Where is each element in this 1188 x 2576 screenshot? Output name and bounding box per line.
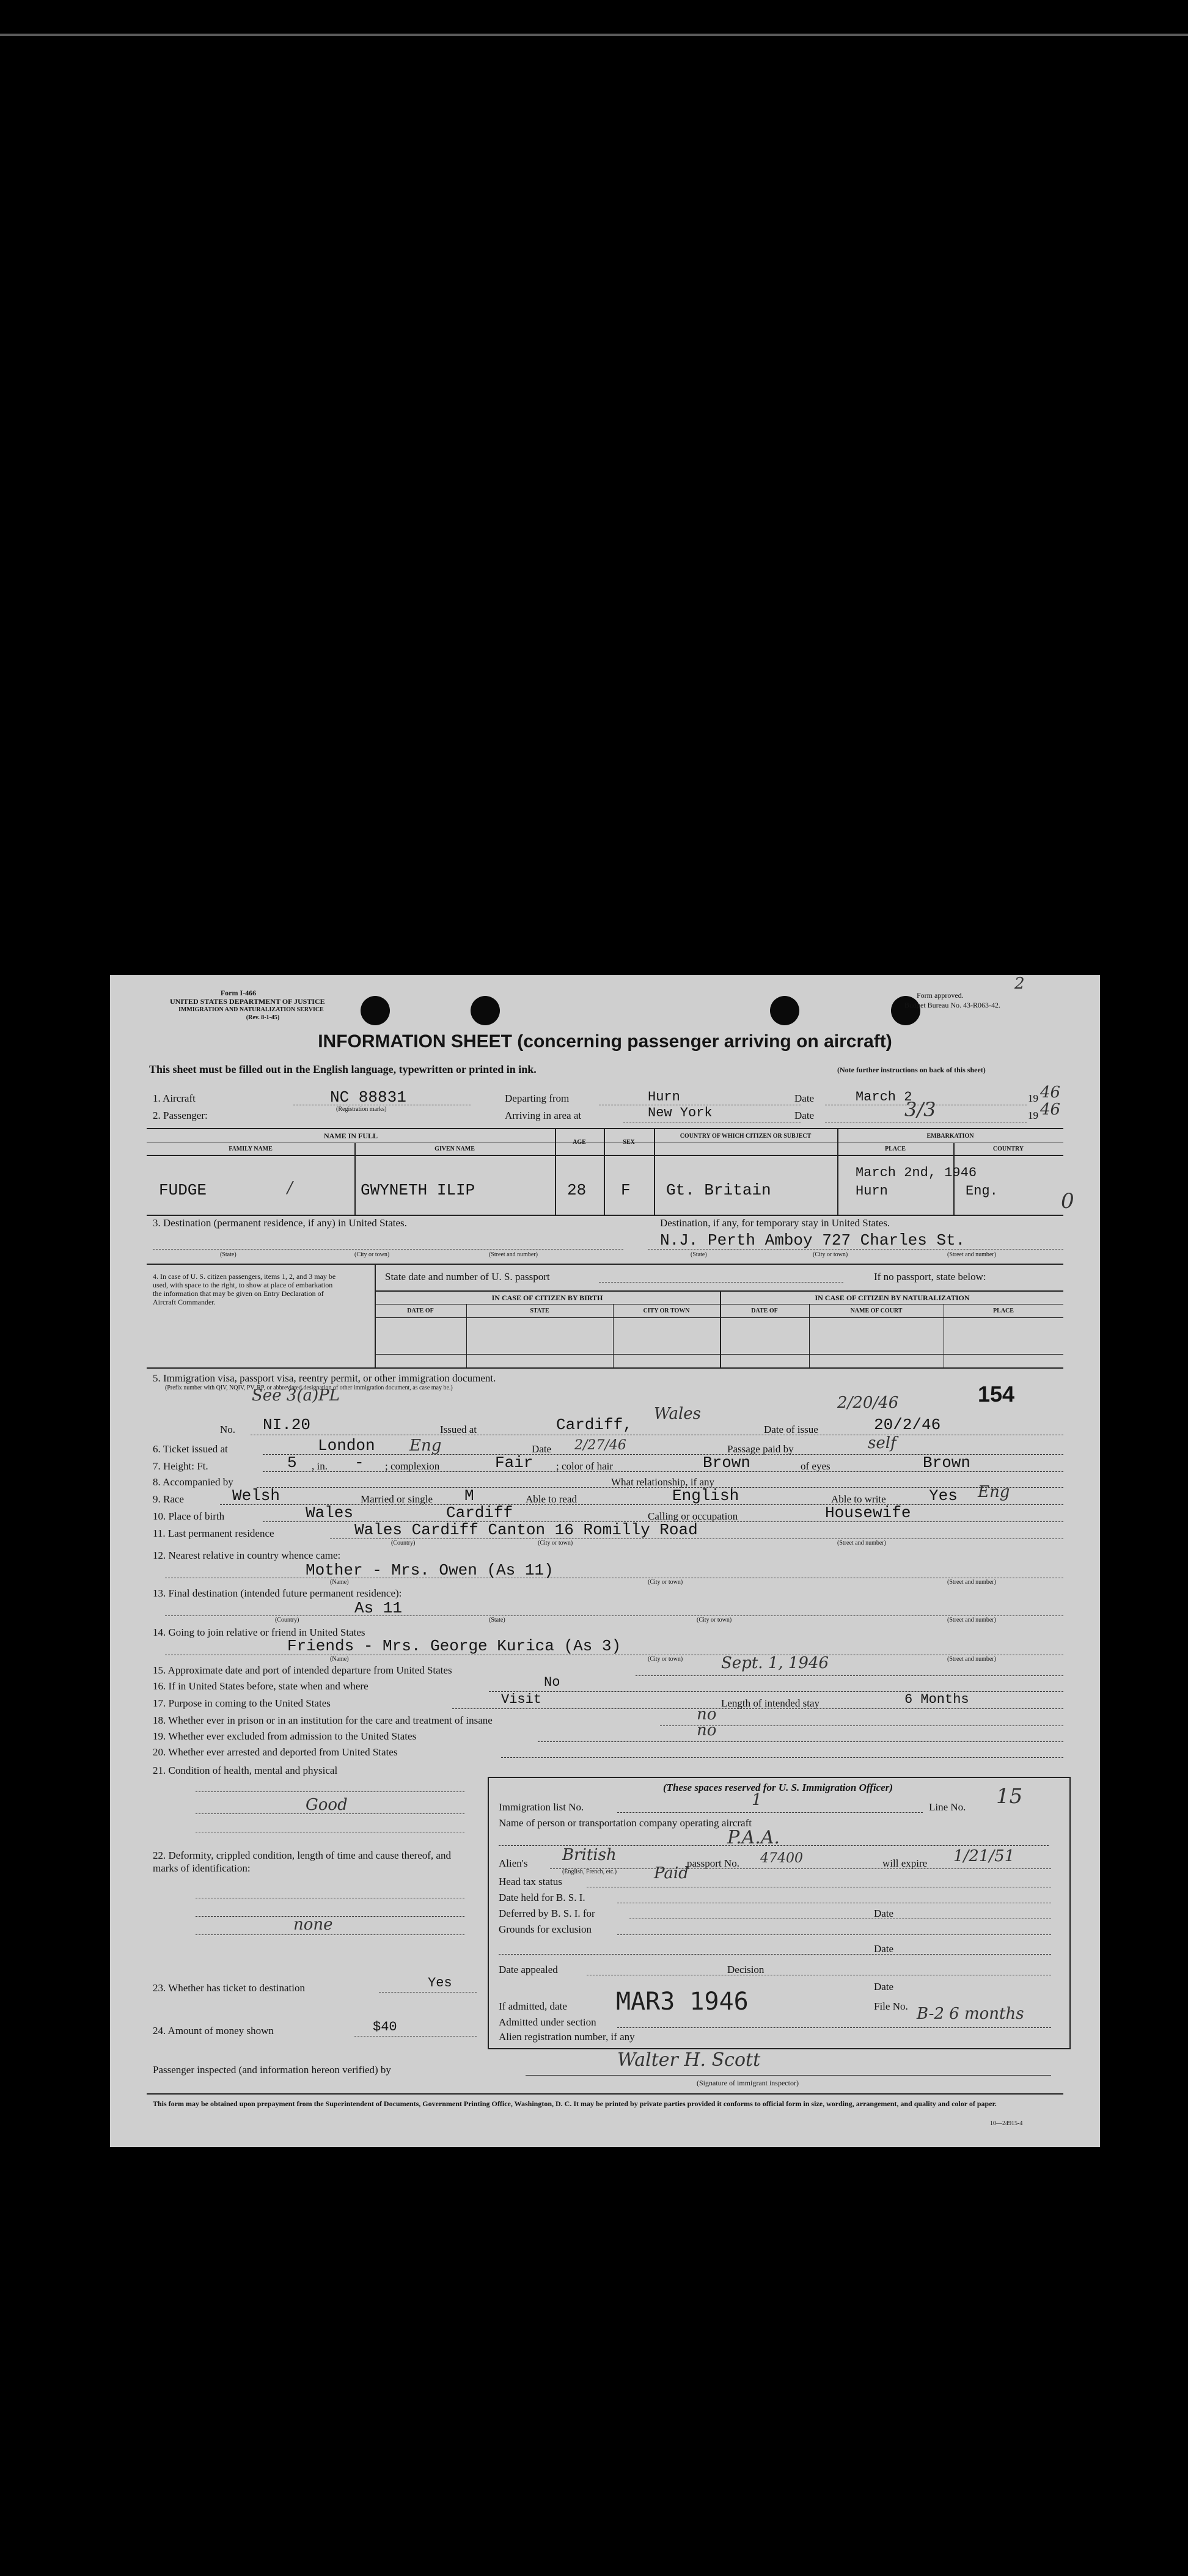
last-res-street-sub: (Street and number) — [837, 1540, 886, 1546]
officer-passport-hand: 47400 — [760, 1851, 803, 1866]
final-street-sub: (Street and number) — [947, 1617, 996, 1623]
join-label: 14. Going to join relative or friend in United States — [153, 1626, 365, 1638]
aliens-hand: British — [562, 1846, 617, 1864]
age-value: 28 — [567, 1181, 587, 1199]
country-header: COUNTRY OF WHICH CITIZEN OR SUBJECT — [680, 1133, 812, 1140]
visa-hand-note: See 3(a)PL — [252, 1386, 340, 1405]
passport-block-top — [147, 1264, 1063, 1265]
temp-destination-value: N.J. Perth Amboy 727 Charles St. — [660, 1231, 966, 1250]
family-name-value: FUDGE — [159, 1181, 207, 1199]
service-name: IMMIGRATION AND NATURALIZATION SERVICE — [178, 1006, 324, 1013]
excluded-hand: no — [697, 1721, 717, 1740]
destination-label: 3. Destination (permanent residence, if any) in United States. — [153, 1217, 407, 1229]
join-name-sub: (Name) — [330, 1656, 349, 1663]
line-no-label: Line No. — [929, 1801, 966, 1813]
before-line — [489, 1691, 1063, 1692]
deformity-hand: none — [293, 1916, 333, 1934]
married-value: M — [464, 1487, 474, 1505]
table-divider — [654, 1128, 655, 1215]
eyes-label: of eyes — [801, 1460, 831, 1472]
passage-paid-hand: self — [868, 1434, 897, 1452]
passport-rule — [375, 1317, 1063, 1318]
appealed-date-label: Date — [874, 1981, 894, 1992]
birth-country: Wales — [306, 1504, 354, 1522]
file-no-label: File No. — [874, 2000, 908, 2012]
visa-number: NI.20 — [263, 1416, 311, 1434]
length-value: 6 Months — [904, 1692, 969, 1707]
nat-place-header: PLACE — [993, 1308, 1014, 1314]
deformity-line — [196, 1934, 464, 1935]
budget-bureau-number: Budget Bureau No. 43-R063-42. — [904, 1001, 1000, 1009]
final-state-sub: (State) — [489, 1617, 505, 1623]
punch-hole — [471, 996, 500, 1025]
grounds-date-label: Date — [874, 1943, 894, 1955]
deformity-label: 22. Deformity, crippled condition, length of time and cause thereof, and marks of identification: — [153, 1850, 451, 1874]
family-name-header: FAMILY NAME — [229, 1146, 273, 1152]
corner-mark: 2 — [1014, 975, 1025, 993]
complexion-value: Fair — [495, 1454, 534, 1472]
married-label: Married or single — [361, 1493, 433, 1505]
footer-code: 10—24915-4 — [990, 2120, 1023, 2127]
hair-label: ; color of hair — [556, 1460, 613, 1472]
accompanied-label: 8. Accompanied by — [153, 1476, 233, 1488]
occupation-label: Calling or occupation — [648, 1510, 738, 1522]
join-city-sub: (City or town) — [648, 1656, 683, 1663]
departure-line — [636, 1675, 1063, 1676]
embarkation-header: EMBARKATION — [926, 1133, 974, 1140]
relative-city-sub: (City or town) — [648, 1579, 683, 1586]
passenger-date-value: 3/3 — [904, 1098, 936, 1121]
form-footer: This form may be obtained upon prepayment from the Superintendent of Documents, Government Printing Office, Washington, D. C. It may be printed by private parties provided it conforms to official form in size, wording, arrangement, and quality and color of paper. — [153, 2099, 997, 2108]
final-destination-value: As 11 — [354, 1599, 403, 1617]
admitted-stamp: MAR3 1946 — [616, 1988, 749, 2016]
form-instructions: This sheet must be filled out in the English language, typewritten or printed in ink. — [149, 1063, 537, 1075]
passenger-label: 2. Passenger: — [153, 1110, 208, 1121]
aircraft-label: 1. Aircraft — [153, 1092, 196, 1104]
section-label: Admitted under section — [499, 2016, 596, 2028]
arriving-label: Arriving in area at — [505, 1110, 582, 1121]
form-number: Form I-466 — [220, 989, 257, 997]
departing-value: Hurn — [648, 1089, 680, 1105]
date-value: March 2 — [856, 1089, 912, 1105]
deferred-date-label: Date — [874, 1908, 894, 1919]
table-top-rule — [147, 1128, 1063, 1129]
given-name-value: GWYNETH ILIP — [361, 1181, 475, 1199]
passport-divider — [809, 1304, 810, 1367]
given-name-header: GIVEN NAME — [435, 1146, 475, 1152]
passport-rule — [375, 1290, 1063, 1292]
visa-label: 5. Immigration visa, passport visa, reentry permit, or other immigration document. — [153, 1372, 496, 1384]
court-header: NAME OF COURT — [850, 1308, 903, 1314]
deferred-label: Deferred by B. S. I. for — [499, 1908, 595, 1919]
held-label: Date held for B. S. I. — [499, 1892, 585, 1903]
passport-state-date-label: State date and number of U. S. passport — [385, 1271, 550, 1283]
grounds-line — [617, 1934, 1051, 1935]
last-res-country-sub: (Country) — [391, 1540, 416, 1546]
big-number: 154 — [978, 1381, 1015, 1407]
file-no-hand: B-2 6 months — [917, 2005, 1024, 2023]
ticket-destination-value: Yes — [428, 1975, 452, 1991]
line-no-hand: 15 — [996, 1784, 1023, 1809]
passenger-year-prefix: 19 — [1028, 1110, 1038, 1121]
read-value: English — [672, 1487, 739, 1505]
passport-divider — [720, 1290, 721, 1367]
table-bottom-rule — [147, 1215, 1063, 1216]
passport-rule — [375, 1354, 1063, 1355]
passage-paid-label: Passage paid by — [727, 1443, 794, 1455]
department-name: UNITED STATES DEPARTMENT OF JUSTICE — [170, 997, 325, 1006]
sex-header: SEX — [623, 1139, 635, 1146]
departure-label: 15. Approximate date and port of intended departure from United States — [153, 1664, 452, 1676]
year-prefix: 19 — [1028, 1092, 1038, 1104]
check-mark: / — [287, 1179, 293, 1197]
height-line — [263, 1471, 1063, 1472]
length-label: Length of intended stay — [721, 1697, 820, 1709]
name-in-full-header: NAME IN FULL — [323, 1132, 378, 1140]
race-value: Welsh — [232, 1487, 280, 1505]
last-residence-value: Wales Cardiff Canton 16 Romilly Road — [354, 1521, 698, 1539]
purpose-label: 17. Purpose in coming to the United States — [153, 1697, 331, 1709]
money-label: 24. Amount of money shown — [153, 2025, 274, 2036]
read-label: Able to read — [526, 1493, 578, 1505]
birth-city: Cardiff — [446, 1504, 513, 1522]
embark-country-value: Eng. — [966, 1184, 998, 1199]
signature-line — [526, 2075, 1051, 2076]
visa-number-prefix: No. — [220, 1424, 236, 1435]
write-label: Able to write — [831, 1493, 886, 1505]
health-line — [196, 1813, 464, 1814]
aircraft-value: NC 88831 — [330, 1088, 406, 1107]
naturalization-header: IN CASE OF CITIZEN BY NATURALIZATION — [815, 1293, 970, 1302]
passport-block-bottom — [147, 1367, 1063, 1369]
inspector-signature: Walter H. Scott — [617, 2049, 761, 2071]
passport-divider — [375, 1264, 376, 1367]
carrier-hand: P.A.A. — [727, 1827, 780, 1848]
place-header: PLACE — [885, 1146, 906, 1152]
punch-hole — [361, 996, 390, 1025]
birth-date-header: DATE OF — [407, 1308, 434, 1314]
aliens-line — [550, 1868, 1051, 1869]
passport-divider — [466, 1304, 467, 1367]
excluded-line — [538, 1741, 1063, 1742]
birth-header: IN CASE OF CITIZEN BY BIRTH — [491, 1293, 603, 1302]
final-destination-label: 13. Final destination (intended future permanent residence): — [153, 1587, 402, 1599]
final-country-sub: (Country) — [275, 1617, 299, 1623]
eyes-value: Brown — [923, 1454, 971, 1472]
hair-value: Brown — [703, 1454, 751, 1472]
citizenship-value: Gt. Britain — [666, 1181, 771, 1199]
officer-box-title: (These spaces reserved for U. S. Immigration Officer) — [662, 1782, 893, 1793]
dest-street-sub: (Street and number) — [489, 1251, 538, 1258]
dest-state-sub: (State) — [220, 1251, 237, 1258]
destination-line — [153, 1249, 623, 1250]
height-in: - — [354, 1454, 364, 1472]
relative-label: 12. Nearest relative in country whence came: — [153, 1550, 341, 1561]
date-issue-label: Date of issue — [764, 1424, 818, 1435]
visa-hand-date: 2/20/46 — [837, 1394, 899, 1412]
signature-sub: (Signature of immigrant inspector) — [697, 2079, 799, 2087]
aliens-label: Alien's — [499, 1857, 528, 1869]
passport-label: 4. In case of U. S. citizen passengers, items 1, 2, and 3 may be used, with space to the right, to show at place of embarkation the information that may be given on Entry Declaration of Aircraft Commander. — [153, 1272, 336, 1306]
complexion-label: ; complexion — [385, 1460, 440, 1472]
height-label: 7. Height: Ft. — [153, 1460, 208, 1472]
ticket-date-hand: 2/27/46 — [574, 1438, 626, 1453]
ticket-destination-label: 23. Whether has ticket to destination — [153, 1982, 305, 1994]
height-ft: 5 — [287, 1454, 297, 1472]
form-approval: Form approved. — [917, 991, 964, 1000]
write-hand: Eng — [978, 1483, 1010, 1501]
sex-value: F — [621, 1181, 631, 1199]
admitted-label: If admitted, date — [499, 2000, 567, 2012]
footer-rule — [147, 2093, 1063, 2095]
arriving-value: New York — [648, 1105, 713, 1121]
passport-state-date-line — [599, 1282, 843, 1283]
prison-hand: no — [697, 1705, 717, 1724]
margin-mark: 0 — [1061, 1189, 1074, 1213]
immigration-list-label: Immigration list No. — [499, 1801, 584, 1813]
form-title: INFORMATION SHEET (concerning passenger arriving on aircraft) — [318, 1031, 892, 1052]
table-divider — [354, 1143, 356, 1215]
prison-label: 18. Whether ever in prison or in an institution for the care and treatment of insane — [153, 1714, 493, 1726]
final-destination-line — [165, 1615, 1063, 1616]
country-col-header: COUNTRY — [992, 1146, 1024, 1152]
expire-label: will expire — [882, 1857, 928, 1869]
departure-hand: Sept. 1, 1946 — [721, 1654, 829, 1672]
join-value: Friends - Mrs. George Kurica (As 3) — [287, 1637, 622, 1655]
passenger-year-value: 46 — [1040, 1100, 1061, 1119]
nat-date-header: DATE OF — [751, 1308, 778, 1314]
ticket-label: 6. Ticket issued at — [153, 1443, 228, 1455]
birth-place-label: 10. Place of birth — [153, 1510, 225, 1522]
excluded-label: 19. Whether ever excluded from admission to the United States — [153, 1730, 417, 1742]
aliens-sub: (English, French, etc.) — [562, 1868, 617, 1875]
issued-hand: Wales — [654, 1405, 702, 1423]
date-label: Date — [794, 1092, 815, 1104]
decision-label: Decision — [727, 1964, 765, 1975]
arrested-line — [501, 1757, 1063, 1758]
aircraft-sub: (Registration marks) — [336, 1106, 387, 1113]
relative-name-sub: (Name) — [330, 1579, 349, 1586]
relationship-label: What relationship, if any — [611, 1476, 715, 1488]
ticket-hand: Eng — [409, 1436, 442, 1455]
relative-street-sub: (Street and number) — [947, 1579, 996, 1586]
alien-reg-label: Alien registration number, if any — [499, 2031, 635, 2043]
purpose-value: Visit — [501, 1692, 542, 1707]
information-sheet-form — [110, 975, 1100, 2147]
inspected-label: Passenger inspected (and information hereon verified) by — [153, 2064, 391, 2076]
temp-destination-label: Destination, if any, for temporary stay in United States. — [660, 1217, 890, 1229]
departing-label: Departing from — [505, 1092, 570, 1104]
carrier-label: Name of person or transportation company operating aircraft — [499, 1817, 752, 1829]
temp-state-sub: (State) — [691, 1251, 707, 1258]
health-line — [196, 1791, 464, 1792]
relative-value: Mother - Mrs. Owen (As 11) — [306, 1561, 554, 1579]
health-label: 21. Condition of health, mental and physical — [153, 1765, 338, 1776]
join-street-sub: (Street and number) — [947, 1656, 996, 1663]
embark-place-value: Hurn — [856, 1184, 888, 1199]
last-res-city-sub: (City or town) — [538, 1540, 573, 1546]
race-label: 9. Race — [153, 1493, 184, 1505]
purpose-line — [452, 1708, 1063, 1709]
money-value: $40 — [373, 2019, 397, 2035]
expire-hand: 1/21/51 — [953, 1847, 1015, 1865]
form-note: (Note further instructions on back of this sheet) — [837, 1066, 986, 1074]
visa-sub: (Prefix number with QIV, NQIV, PV, RP, or abbreviated designation of other immigration document, as case may be.) — [165, 1385, 453, 1391]
issued-value: Cardiff, — [556, 1416, 632, 1434]
temp-city-sub: (City or town) — [813, 1251, 848, 1258]
form-revision: (Rev. 8-1-45) — [246, 1014, 280, 1021]
age-header: AGE — [573, 1139, 586, 1146]
year-value: 46 — [1040, 1083, 1061, 1102]
punch-hole — [770, 996, 799, 1025]
height-in-label: , in. — [312, 1460, 328, 1472]
last-residence-label: 11. Last permanent residence — [153, 1528, 274, 1539]
final-city-sub: (City or town) — [697, 1617, 732, 1623]
dest-city-sub: (City or town) — [354, 1251, 390, 1258]
birth-city-header: CITY OR TOWN — [643, 1308, 690, 1314]
head-tax-hand: Paid — [654, 1864, 689, 1883]
officer-passport-label: passport No. — [687, 1857, 739, 1869]
passenger-date-label: Date — [794, 1110, 815, 1121]
embark-date-value: March 2nd, 1946 — [856, 1165, 977, 1180]
immigration-list-hand: 1 — [752, 1791, 762, 1809]
immigration-list-line — [617, 1812, 923, 1813]
grounds-line2 — [499, 1954, 1051, 1955]
before-label: 16. If in United States before, state when and where — [153, 1680, 369, 1692]
ticket-date-label: Date — [532, 1443, 552, 1455]
temp-street-sub: (Street and number) — [947, 1251, 996, 1258]
occupation-value: Housewife — [825, 1504, 911, 1522]
head-tax-label: Head tax status — [499, 1876, 562, 1887]
passport-divider — [613, 1304, 614, 1367]
write-value: Yes — [929, 1487, 958, 1505]
health-hand: Good — [306, 1796, 348, 1814]
date-issue-value: 20/2/46 — [874, 1416, 941, 1434]
arrested-label: 20. Whether ever arrested and deported from United States — [153, 1746, 398, 1758]
table-subheader-rule — [147, 1155, 1063, 1156]
birth-state-header: STATE — [530, 1308, 549, 1314]
issued-label: Issued at — [440, 1424, 477, 1435]
section-line — [617, 2027, 1051, 2028]
before-value: No — [544, 1675, 560, 1690]
appealed-label: Date appealed — [499, 1964, 558, 1975]
ticket-value: London — [318, 1436, 375, 1455]
no-passport-label: If no passport, state below: — [874, 1271, 986, 1283]
top-border-line — [0, 34, 1188, 36]
table-divider — [837, 1128, 838, 1215]
grounds-label: Grounds for exclusion — [499, 1923, 592, 1935]
temp-destination-line — [648, 1249, 1063, 1250]
prison-line — [660, 1725, 1063, 1726]
